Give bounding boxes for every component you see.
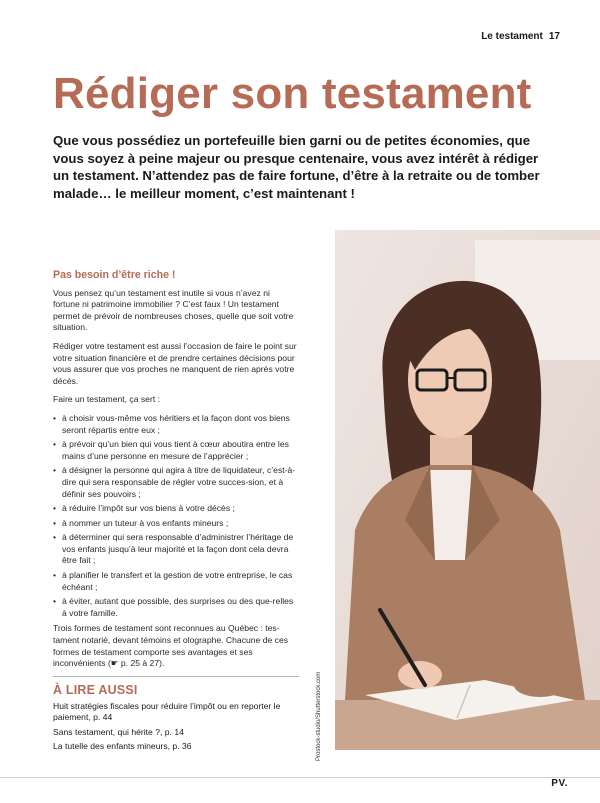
list-item: • à prévoir qu’un bien qui vous tient à cœur aboutira entre les mains d’une personne en mesure de l’apprécier ; [53, 439, 299, 462]
list-item: • à nommer un tuteur à vos enfants mineurs ; [53, 518, 299, 530]
article-paragraph-2: Rédiger votre testament est aussi l’occasion de faire le point sur votre situation financière et de prendre certaines décisions pour vous assurer que vos proches ne manquent de rien après votre décès. [53, 340, 297, 386]
running-head [481, 31, 560, 42]
lead-paragraph: Que vous possédiez un portefeuille bien garni ou de petites économies, que vous soyez à peine majeur ou presque centenaire, vous avez intérêt à rédiger un testament. N’attendez pas de faire fortune, d’être à la retraite ou de tomber malade… le meilleur moment, c’est maintenant ! [53, 133, 540, 201]
article-subhead: Pas besoin d’être riche ! [53, 269, 176, 281]
article-paragraph-3: Faire un testament, ça sert : [53, 394, 160, 405]
list-item: • à déterminer qui sera responsable d’administrer l’héritage de vos enfants jusqu’à leur majorité et la façon dont cela devra être fait ; [53, 532, 299, 567]
see-also-link-2[interactable]: Sans testament, qui hérite ?, p. 14 [53, 726, 184, 737]
list-item: • à réduire l’impôt sur vos biens à votre décès ; [53, 503, 299, 515]
list-item: • à désigner la personne qui agira à titre de liquidateur, c’est-à-dire qui sera responsable de régler votre succes-sion, et à définir ses pouvoirs ; [53, 465, 299, 500]
see-also-link-1[interactable]: Huit stratégies fiscales pour réduire l’impôt ou en reporter le paiement, p. 44 [53, 701, 281, 723]
publisher-logo: PV. [551, 778, 568, 789]
see-also-heading: À LIRE AUSSI [53, 683, 138, 697]
section-name: Le testament [481, 31, 543, 42]
see-also-divider [53, 676, 299, 677]
article-paragraph-4: Trois formes de testament sont reconnues au Québec : tes-tament notarié, devant témoins et olographe. Chacune de ces formes de testament comporte ses avantages et ses inconvénients (☛ p. 25 à 27). [53, 623, 289, 669]
see-also-link-3[interactable]: La tutelle des enfants mineurs, p. 36 [53, 741, 192, 752]
list-item: • à planifier le transfert et la gestion de votre entreprise, le cas échéant ; [53, 570, 299, 593]
article-paragraph-1: Vous pensez qu’un testament est inutile si vous n’avez ni fortune ni patrimoine immobilier ? C’est faux ! Un testament permet de prévoir de nombreuses choses, quelle que soit votre situation. [53, 287, 294, 333]
article-column [53, 270, 299, 677]
photo-credit: Prostock-studio/Shutterstock.com [316, 671, 322, 761]
photo-woman-writing [335, 230, 600, 750]
list-item: • à choisir vous-même vos héritiers et la façon dont vos biens seront répartis entre eux ; [53, 413, 299, 436]
footer-divider [0, 777, 600, 778]
benefits-list [53, 413, 299, 620]
page-title: Rédiger son testament [53, 69, 532, 118]
page-number: 17 [548, 31, 560, 42]
list-item: • à éviter, autant que possible, des surprises ou des que-relles à votre famille. [53, 596, 299, 619]
see-also-box [53, 683, 303, 756]
